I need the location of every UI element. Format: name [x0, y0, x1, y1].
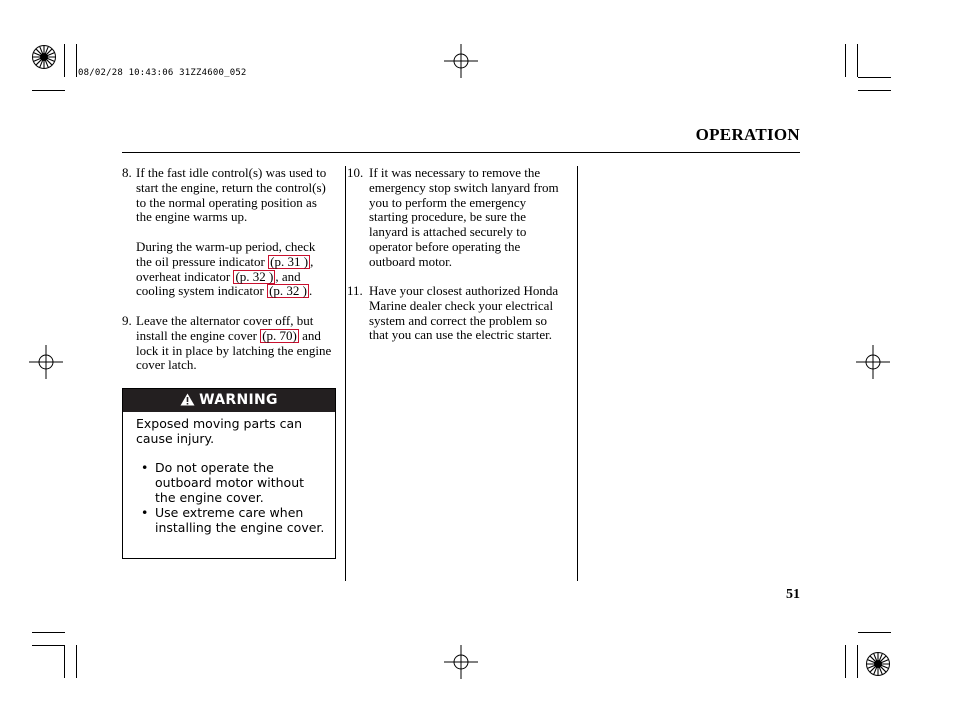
warning-intro: Exposed moving parts can cause injury.	[136, 416, 303, 446]
warning-triangle-icon	[180, 393, 195, 406]
registration-crosshair-icon	[444, 44, 478, 78]
step-8-paragraph-1: If the fast idle control(s) was used to start the engine, return the control(s) to the normal operating position as the engine warms up.	[136, 165, 327, 225]
print-stamp: 08/02/28 10:43:06 31ZZ4600_052	[78, 68, 247, 78]
warning-list-item: • Do not operate the outboard motor without the engine cover.	[141, 460, 305, 505]
page-reference-link[interactable]: (p. 32 )	[269, 283, 307, 299]
column-divider	[577, 166, 578, 581]
step-10-text: If it was necessary to remove the emergency stop switch lanyard from you to perform the emergency starting procedure, be sure the lanyard is attached securely to operator before operating the outboard motor.	[369, 165, 559, 269]
step-number: 9.	[122, 313, 132, 328]
warning-body	[136, 417, 326, 535]
bullet-icon: •	[141, 504, 149, 520]
column-divider	[345, 166, 346, 581]
page-reference-link[interactable]: (p. 31 )	[270, 253, 309, 269]
registration-crosshair-icon	[444, 645, 478, 679]
step-number: 10.	[347, 165, 364, 180]
step-number: 11.	[347, 283, 363, 298]
registration-crosshair-icon	[856, 345, 890, 379]
step-8-paragraph-2: During the warm-up period, check the oil pressure indicator (p. 31 ) , overheat indicator (p. 32 ) , and cooling system indicator (p. 32 ) .	[136, 238, 316, 299]
page-reference-link[interactable]: (p. 32 )	[235, 268, 274, 284]
warning-list	[136, 461, 326, 535]
step-11-text: Have your closest authorized Honda Marine dealer check your electrical system and correct the problem so that you can use the electric starter.	[369, 283, 559, 343]
header-rule	[122, 152, 800, 153]
warning-list-item: • Use extreme care when installing the engine cover.	[141, 504, 325, 535]
starburst-registration-icon	[865, 651, 891, 677]
bullet-icon: •	[141, 460, 149, 476]
registration-crosshair-icon	[29, 345, 63, 379]
warning-header	[123, 389, 335, 412]
step-9-text: Leave the alternator cover off, but install the engine cover (p. 70) and lock it in place by latching the engine cover latch.	[136, 313, 332, 373]
warning-box	[122, 388, 336, 559]
page-number: 51	[786, 587, 800, 602]
section-title: OPERATION	[695, 125, 800, 144]
step-number: 8.	[122, 165, 132, 180]
warning-label: WARNING	[199, 392, 278, 408]
starburst-registration-icon	[31, 44, 57, 70]
page-reference-link[interactable]: (p. 70)	[262, 327, 297, 343]
